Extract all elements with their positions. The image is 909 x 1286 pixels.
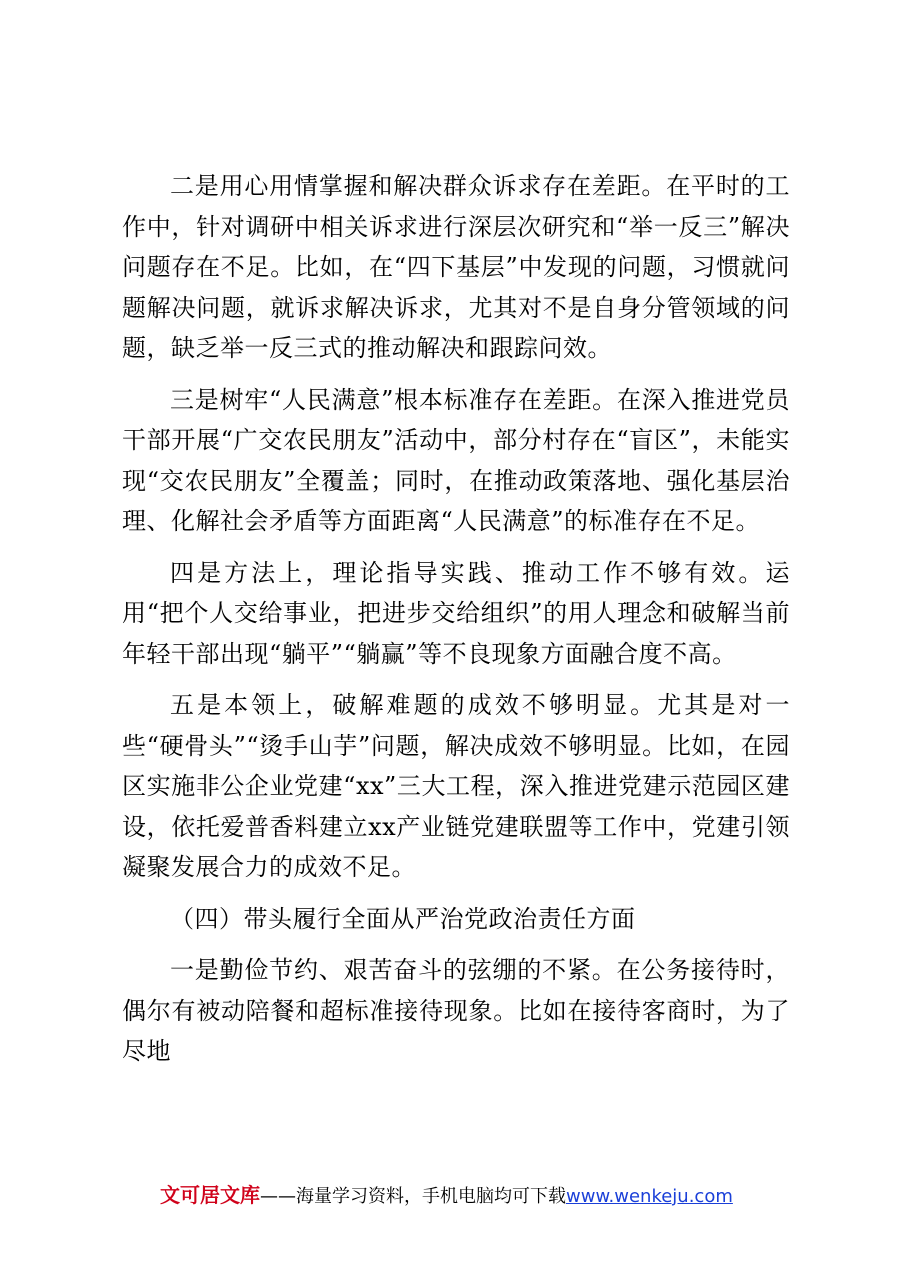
paragraph-5: 五是本领上，破解难题的成效不够明显。尤其是对一些“硬骨头”“烫手山芋”问题，解决成效不够明显。比如，在园区实施非公企业党建“xx”三大工程，深入推进党建示范园区建设，依托爱普香料建立xx产业链党建联盟等工作中，党建引领凝聚发展合力的成效不足。 — [122, 691, 790, 881]
paragraph-4: 四是方法上，理论指导实践、推动工作不够有效。运用“把个人交给事业，把进步交给组织”的用人理念和破解当前年轻干部出现“躺平”“躺赢”等不良现象方面融合度不高。 — [122, 558, 790, 668]
footer-slogan: ——海量学习资料，手机电脑均可下载 — [260, 1186, 566, 1207]
closing-paragraph: 一是勤俭节约、艰苦奋斗的弦绷的不紧。在公务接待时，偶尔有被动陪餐和超标准接待现象。比如在接待客商时，为了尽地 — [122, 956, 790, 1065]
paragraph-2: 二是用心用情掌握和解决群众诉求存在差距。在平时的工作中，针对调研中相关诉求进行深层次研究和“举一反三”解决问题存在不足。比如，在“四下基层”中发现的问题，习惯就问题解决问题，就诉求解决诉求，尤其对不是自身分管领域的问题，缺乏举一反三式的推动解决和跟踪问效。 — [122, 172, 790, 362]
document-body — [122, 166, 790, 1072]
footer-link[interactable]: www.wenkeju.com — [566, 1186, 733, 1207]
footer-banner — [160, 1180, 733, 1212]
paragraph-3: 三是树牢“人民满意”根本标准存在差距。在深入推进党员干部开展“广交农民朋友”活动中，部分村存在“盲区”，未能实现“交农民朋友”全覆盖；同时，在推动政策落地、强化基层治理、化解社会矛盾等方面距离“人民满意”的标准存在不足。 — [122, 385, 790, 535]
section-heading: （四）带头履行全面从严治党政治责任方面 — [170, 904, 636, 933]
footer-brand: 文可居文库 — [160, 1183, 260, 1207]
